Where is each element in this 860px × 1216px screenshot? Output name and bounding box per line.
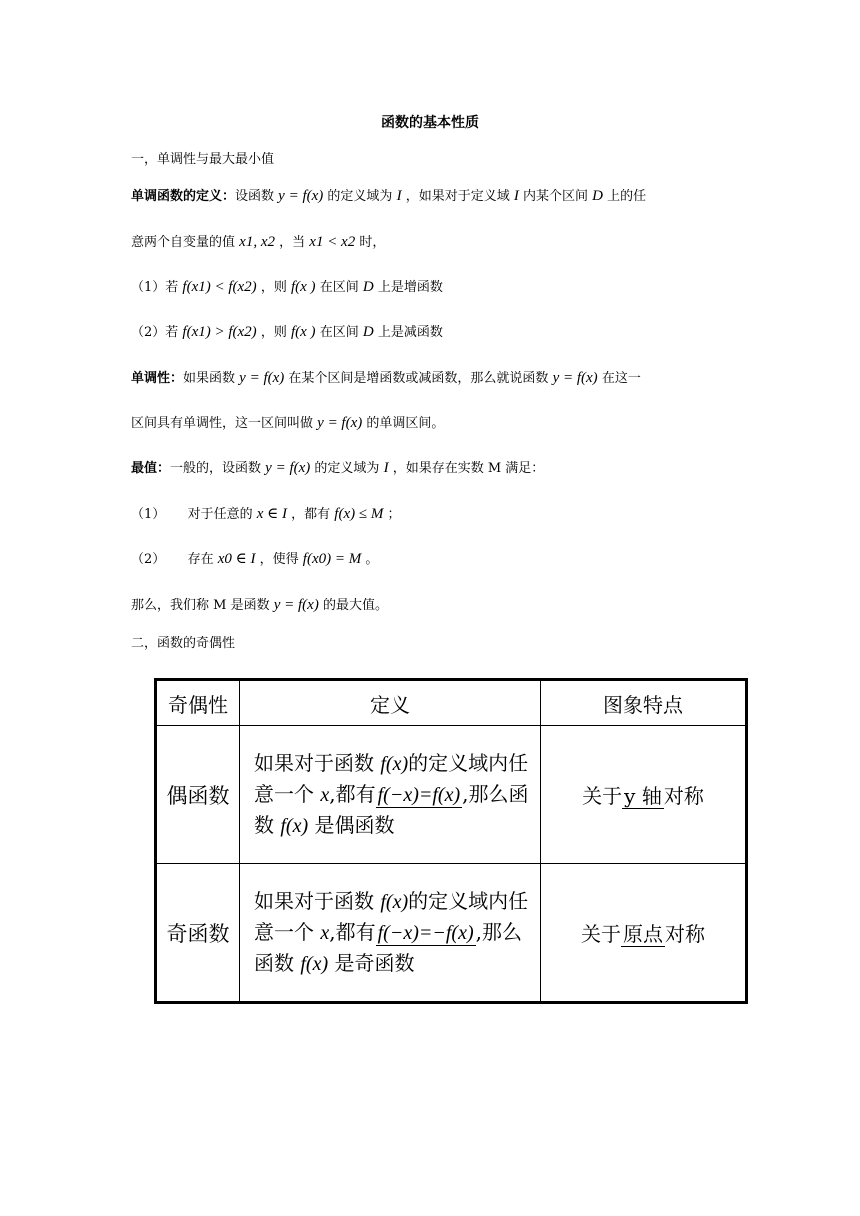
math-x: x bbox=[320, 784, 330, 806]
math-fx: f(x ) bbox=[290, 279, 316, 295]
math-x: x bbox=[320, 922, 330, 944]
text: 如果对于函数 bbox=[254, 751, 374, 775]
math-D: D bbox=[592, 188, 604, 204]
text: 的定义域内任意一个 bbox=[254, 889, 529, 944]
section1-heading: 一，单调性与最大最小值 bbox=[131, 152, 275, 167]
table-header-row bbox=[157, 681, 746, 726]
text: 上是增函数 bbox=[377, 280, 443, 295]
math-I: I bbox=[513, 188, 519, 204]
maximum-condition-1 bbox=[131, 503, 400, 523]
math-fx: f(x) bbox=[300, 953, 329, 975]
text: 如果对于函数 bbox=[254, 889, 374, 913]
math-D: D bbox=[362, 324, 374, 340]
text: 那么，我们称 M 是函数 bbox=[131, 598, 270, 613]
text: 的定义域内任意一个 bbox=[254, 751, 529, 806]
header-parity: 奇偶性 bbox=[157, 681, 240, 726]
monotonic-definition-line1 bbox=[131, 185, 646, 205]
odd-function-graph bbox=[541, 864, 746, 1002]
math-eq: y = f(x) bbox=[317, 415, 363, 431]
odd-function-definition bbox=[240, 864, 541, 1002]
case-increasing bbox=[131, 276, 443, 296]
monotonicity-line1 bbox=[131, 367, 641, 387]
text: 对称 bbox=[663, 784, 704, 808]
math-eq: y = f(x) bbox=[273, 597, 319, 613]
math-bound: f(x) ≤ M bbox=[334, 506, 384, 522]
monotonicity-line2 bbox=[131, 412, 444, 432]
math-membership: x0 ∈ I bbox=[217, 551, 256, 567]
text: ； bbox=[387, 507, 401, 522]
text: 存在 bbox=[187, 552, 214, 567]
text: （1）若 bbox=[131, 280, 179, 295]
text: 时， bbox=[359, 235, 386, 250]
text: ,都有 bbox=[329, 920, 376, 944]
text: ，则 bbox=[260, 325, 287, 340]
text: 的最大值。 bbox=[322, 598, 388, 613]
maximum-line1 bbox=[131, 457, 544, 477]
table-row-even bbox=[157, 726, 746, 864]
page-title: 函数的基本性质 bbox=[381, 115, 479, 131]
math-membership: x ∈ I bbox=[256, 506, 287, 522]
odd-function-name: 奇函数 bbox=[157, 864, 240, 1002]
text: 的定义域为 bbox=[327, 189, 393, 204]
text: 关于 bbox=[582, 784, 623, 808]
answer-blank: 原点 bbox=[623, 922, 663, 946]
text: 是奇函数 bbox=[334, 951, 415, 975]
answer-blank: f(−x)=f(x) bbox=[377, 784, 461, 806]
text: （2）若 bbox=[131, 325, 179, 340]
maximum-label: 最值： bbox=[131, 461, 171, 476]
text: 。 bbox=[365, 552, 379, 567]
text: 区间具有单调性，这一区间叫做 bbox=[131, 416, 314, 431]
case-decreasing bbox=[131, 321, 443, 341]
text: 的定义域为 bbox=[314, 461, 380, 476]
even-function-graph bbox=[541, 726, 746, 864]
math-I: I bbox=[383, 460, 389, 476]
math-ineq: f(x1) > f(x2) bbox=[182, 324, 257, 340]
monotonic-definition-label: 单调函数的定义： bbox=[131, 189, 236, 204]
text: 在某个区间是增函数或减函数，那么就说函数 bbox=[288, 371, 549, 386]
text: 如果函数 bbox=[183, 371, 236, 386]
math-condition: x1 < x2 bbox=[309, 234, 356, 250]
text: 意两个自变量的值 bbox=[131, 235, 236, 250]
text: ，都有 bbox=[291, 507, 331, 522]
text: 设函数 bbox=[235, 189, 275, 204]
text: 是偶函数 bbox=[314, 813, 395, 837]
text: ，如果存在实数 M 满足： bbox=[392, 461, 545, 476]
text: ，如果对于定义域 bbox=[405, 189, 510, 204]
text: ,那么函数 bbox=[254, 782, 529, 837]
monotonic-definition-line2 bbox=[131, 231, 385, 251]
text: ,那么函数 bbox=[254, 920, 522, 975]
math-fx: f(x) bbox=[280, 815, 309, 837]
math-fx: f(x) bbox=[380, 753, 409, 775]
text: 对称 bbox=[665, 922, 705, 946]
maximum-condition-2 bbox=[131, 548, 378, 568]
math-D: D bbox=[362, 279, 374, 295]
table-row-odd bbox=[157, 864, 746, 1002]
text: 在这一 bbox=[601, 371, 641, 386]
even-function-name: 偶函数 bbox=[157, 726, 240, 864]
text: ，使得 bbox=[259, 552, 299, 567]
answer-blank: f(−x)=−f(x) bbox=[377, 922, 474, 944]
parity-table bbox=[154, 678, 748, 1004]
section2-heading: 二，函数的奇偶性 bbox=[131, 636, 236, 651]
text: 关于 bbox=[581, 922, 621, 946]
answer-blank: y 轴 bbox=[624, 784, 662, 808]
math-ineq: f(x1) < f(x2) bbox=[182, 279, 257, 295]
text: 上的任 bbox=[607, 189, 647, 204]
math-I: I bbox=[396, 188, 402, 204]
monotonicity-label: 单调性： bbox=[131, 371, 184, 386]
text: 一般的，设函数 bbox=[170, 461, 262, 476]
math-equality: f(x0) = M bbox=[302, 551, 362, 567]
text: 上是减函数 bbox=[377, 325, 443, 340]
math-fx: f(x) bbox=[380, 891, 409, 913]
text: 的单调区间。 bbox=[366, 416, 445, 431]
text: （1） bbox=[131, 507, 166, 522]
maximum-conclusion bbox=[131, 594, 388, 614]
math-eq: y = f(x) bbox=[278, 188, 324, 204]
text: 对于任意的 bbox=[187, 507, 253, 522]
text: （2） bbox=[131, 552, 166, 567]
math-fx: f(x ) bbox=[290, 324, 316, 340]
math-eq: y = f(x) bbox=[265, 460, 311, 476]
text: ，当 bbox=[279, 235, 306, 250]
math-x1x2: x1, x2 bbox=[239, 234, 275, 250]
math-eq: y = f(x) bbox=[552, 370, 598, 386]
math-eq: y = f(x) bbox=[239, 370, 285, 386]
text: 内某个区间 bbox=[523, 189, 589, 204]
even-function-definition bbox=[240, 726, 541, 864]
text: 在区间 bbox=[319, 325, 359, 340]
text: ,都有 bbox=[329, 782, 376, 806]
header-definition: 定义 bbox=[240, 681, 541, 726]
header-graph-feature: 图象特点 bbox=[541, 681, 746, 726]
text: ，则 bbox=[260, 280, 287, 295]
text: 在区间 bbox=[319, 280, 359, 295]
